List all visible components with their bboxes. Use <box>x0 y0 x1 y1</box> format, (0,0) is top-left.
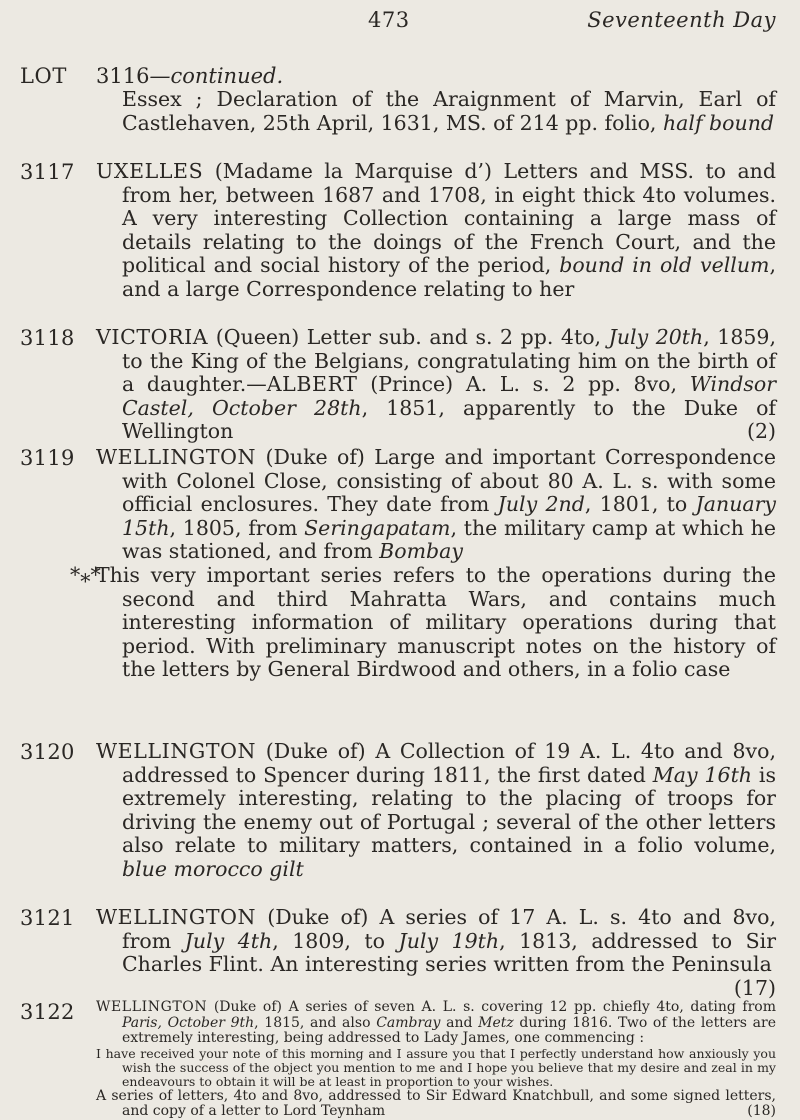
entry-text: WELLINGTON (Duke of) Large and important Correspondence with Colonel Close, consisting of about 80 A. L. s. with some official enclosures. They date from July 2nd, 1801, to January 15th, 1805, from Seringapatam, the military camp at which he was stationed, and from Bombay <box>96 445 777 564</box>
entry-note: *⁎*This very important series refers to the operations during the second and third Mahratta Wars, and contains much interesting information of military operations during that period. With preliminary manuscript notes on the history of the letters by General Birdwood and others, in a folio case <box>70 562 776 682</box>
continued-lot-number: 3116 <box>96 64 150 88</box>
entry-text: Essex ; Declaration of the Araignment of Marvin, Earl of Castlehaven, 25th April, 1631, MS. of 214 pp. folio, half bound <box>122 87 776 135</box>
lot-3118 <box>96 326 776 444</box>
continuation-heading <box>96 64 283 88</box>
lot-number: 3122 <box>20 1000 75 1024</box>
lot-number: 3119 <box>20 446 75 470</box>
entry-text: WELLINGTON (Duke of) A series of 17 A. L. s. 4to and 8vo, from July 4th, 1809, to July 19th, 1813, addressed to Sir Charles Flint. An interesting series written from the Peninsula (17) <box>96 905 776 1000</box>
quantity: (17) <box>733 975 776 1000</box>
page-number: 473 <box>368 8 410 32</box>
lot-number: 3118 <box>20 326 75 350</box>
entry-text-2: A series of letters, 4to and 8vo, addressed to Sir Edward Knatchbull, and some signed letters, and copy of a letter to Lord Teynham (18) <box>96 1087 776 1119</box>
asterism-mark: *⁎* <box>70 562 101 587</box>
lot-number: 3117 <box>20 160 75 184</box>
lot-3116-continuation <box>96 88 776 135</box>
lot-label: LOT <box>20 64 67 88</box>
day-title: Seventeenth Day <box>587 8 776 32</box>
page-header <box>0 4 800 40</box>
entry-text: WELLINGTON (Duke of) A series of seven A. L. s. covering 12 pp. chiefly 4to, dating from Paris, October 9th, 1815, and also Cambray and Metz during 1816. Two of the letters are extremely interesting, being addressed to Lady James, one commencing : <box>96 999 776 1046</box>
lot-number: 3120 <box>20 740 75 764</box>
entry-text: UXELLES (Madame la Marquise d’) Letters and MSS. to and from her, between 1687 and 1708, in eight thick 4to volumes. A very interesting Collection containing a large mass of details relating to the doings of the French Court, and the political and social history of the period, bound in old vellum, and a large Correspondence relating to her <box>96 159 776 301</box>
lot-3119 <box>70 445 777 682</box>
lot-3122 <box>96 1000 776 1120</box>
lot-3117 <box>96 160 776 302</box>
quoted-letter: I have received your note of this morning and I assure you that I perfectly understand how anxiously you wish the success of the object you mention to me and I hope you believe that my desire and zeal in my endeavours to obtain it will be at least in proportion to your wishes. <box>96 1045 776 1089</box>
lot-3121 <box>96 906 776 1000</box>
lot-3120 <box>96 740 776 882</box>
quantity: (2) <box>746 419 776 444</box>
continued-label: —continued. <box>149 64 284 88</box>
entry-text: VICTORIA (Queen) Letter sub. and s. 2 pp. 4to, July 20th, 1859, to the King of the Belgians, congratulating him on the birth of a daughter.—ALBERT (Prince) A. L. s. 2 pp. 8vo, Windsor Castel, October 28th, 1851, apparently to the Duke of Wellington (2) <box>96 325 776 444</box>
entry-text: WELLINGTON (Duke of) A Collection of 19 A. L. 4to and 8vo, addressed to Spencer during 1811, the first dated May 16th is extremely interesting, relating to the placing of troops for driving the enemy out of Portugal ; several of the other letters also relate to military matters, contained in a folio volume, blue morocco gilt <box>96 739 776 881</box>
quantity: (18) <box>747 1103 776 1119</box>
lot-number: 3121 <box>20 906 75 930</box>
